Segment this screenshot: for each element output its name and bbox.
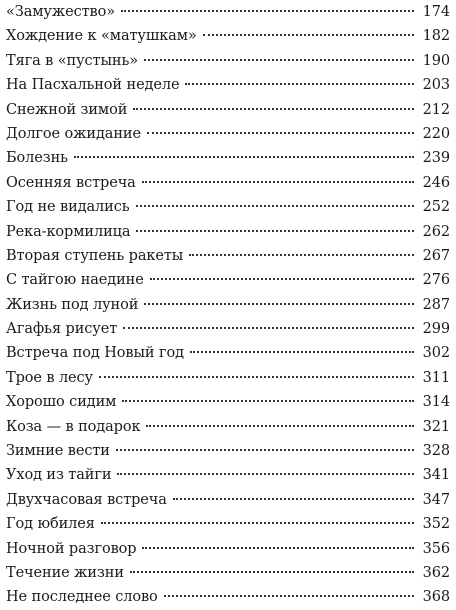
toc-entry-page: 212 xyxy=(422,101,450,118)
dot-leader xyxy=(147,132,414,134)
toc-entry-page: 262 xyxy=(422,223,450,240)
toc-entry-title: Река-кормилица xyxy=(6,223,131,240)
toc-entry-title: Год юбилея xyxy=(6,516,95,533)
toc-entry-page: 302 xyxy=(422,345,450,362)
toc-entry-title: Уход из тайги xyxy=(6,467,112,484)
toc-entry xyxy=(6,439,450,463)
toc-entry xyxy=(6,390,450,414)
toc-entry-page: 252 xyxy=(422,199,450,216)
toc-entry xyxy=(6,585,450,609)
toc-entry-title: Хождение к «матушкам» xyxy=(6,28,197,45)
dot-leader xyxy=(133,108,414,110)
toc-entry-page: 239 xyxy=(422,150,450,167)
toc-entry xyxy=(6,73,450,97)
dot-leader xyxy=(142,181,414,183)
toc-entry-title: Агафья рисует xyxy=(6,321,118,338)
dot-leader xyxy=(203,34,414,36)
toc-entry-page: 352 xyxy=(422,516,450,533)
dot-leader xyxy=(185,83,414,85)
toc-entry-title: Трое в лесу xyxy=(6,369,93,386)
toc-entry-title: Двухчасовая встреча xyxy=(6,491,167,508)
dot-leader xyxy=(123,327,414,329)
toc-entry-title: Вторая ступень ракеты xyxy=(6,247,184,264)
toc-entry xyxy=(6,366,450,390)
toc-entry-title: «Замужество» xyxy=(6,4,115,20)
toc-entry xyxy=(6,98,450,122)
toc-entry-title: Коза — в подарок xyxy=(6,418,141,435)
dot-leader xyxy=(117,473,414,475)
toc-entry-page: 311 xyxy=(422,369,450,386)
toc-entry-page: 220 xyxy=(422,125,450,142)
toc-entry xyxy=(6,537,450,561)
toc-entry-page: 203 xyxy=(422,77,450,94)
toc-entry-page: 182 xyxy=(422,28,450,45)
toc-entry xyxy=(6,146,450,170)
toc-entry-page: 328 xyxy=(422,443,450,460)
toc-entry-page: 314 xyxy=(422,394,450,411)
toc-entry-page: 321 xyxy=(422,418,450,435)
toc-entry-page: 362 xyxy=(422,564,450,581)
toc-entry-page: 347 xyxy=(422,491,450,508)
toc-entry-page: 276 xyxy=(422,272,450,289)
dot-leader xyxy=(164,595,414,597)
toc-entry-page: 190 xyxy=(422,52,450,69)
toc-entry xyxy=(6,317,450,341)
dot-leader xyxy=(173,498,414,500)
toc-entry xyxy=(6,488,450,512)
toc-entry xyxy=(6,220,450,244)
dot-leader xyxy=(99,376,414,378)
dot-leader xyxy=(189,254,414,256)
toc-entry-page: 287 xyxy=(422,296,450,313)
toc-entry-title: Ночной разговор xyxy=(6,540,137,557)
dot-leader xyxy=(144,303,414,305)
toc-entry xyxy=(6,0,450,24)
toc-entry-page: 267 xyxy=(422,247,450,264)
dot-leader xyxy=(101,522,414,524)
toc-entry xyxy=(6,24,450,48)
toc-entry-title: С тайгою наедине xyxy=(6,272,144,289)
dot-leader xyxy=(150,278,414,280)
toc-entry xyxy=(6,561,450,585)
toc-entry-page: 299 xyxy=(422,321,450,338)
toc-entry-title: Долгое ожидание xyxy=(6,125,141,142)
toc-entry-page: 174 xyxy=(422,4,450,20)
toc-entry xyxy=(6,195,450,219)
toc-entry-title: Хорошо сидим xyxy=(6,394,117,411)
toc-entry-page: 356 xyxy=(422,540,450,557)
toc-entry-title: Течение жизни xyxy=(6,564,124,581)
toc-entry xyxy=(6,341,450,365)
toc-entry-title: Встреча под Новый год xyxy=(6,345,184,362)
toc-entry xyxy=(6,293,450,317)
dot-leader xyxy=(190,351,414,353)
toc-entry xyxy=(6,415,450,439)
table-of-contents xyxy=(6,0,450,610)
toc-entry-title: Год не видались xyxy=(6,199,130,216)
toc-entry xyxy=(6,244,450,268)
toc-entry-title: Зимние вести xyxy=(6,443,110,460)
toc-entry-page: 246 xyxy=(422,174,450,191)
toc-entry-title: Жизнь под луной xyxy=(6,296,139,313)
toc-entry xyxy=(6,49,450,73)
toc-entry-title: Снежной зимой xyxy=(6,101,128,118)
dot-leader xyxy=(130,571,414,573)
dot-leader xyxy=(136,205,414,207)
toc-entry-title: Тяга в «пустынь» xyxy=(6,52,139,69)
toc-entry-page: 341 xyxy=(422,467,450,484)
toc-entry-title: Болезнь xyxy=(6,150,68,167)
dot-leader xyxy=(136,230,414,232)
dot-leader xyxy=(146,425,414,427)
dot-leader xyxy=(74,156,414,158)
toc-entry-title: На Пасхальной неделе xyxy=(6,77,180,94)
toc-entry xyxy=(6,463,450,487)
toc-entry xyxy=(6,171,450,195)
toc-entry xyxy=(6,268,450,292)
toc-entry-title: Осенняя встреча xyxy=(6,174,136,191)
toc-entry xyxy=(6,512,450,536)
toc-entry xyxy=(6,122,450,146)
toc-entry-title: Не последнее слово xyxy=(6,589,158,606)
toc-entry-page: 368 xyxy=(422,589,450,606)
dot-leader xyxy=(142,547,414,549)
dot-leader xyxy=(122,400,414,402)
dot-leader xyxy=(121,10,414,12)
dot-leader xyxy=(144,59,414,61)
dot-leader xyxy=(116,449,414,451)
